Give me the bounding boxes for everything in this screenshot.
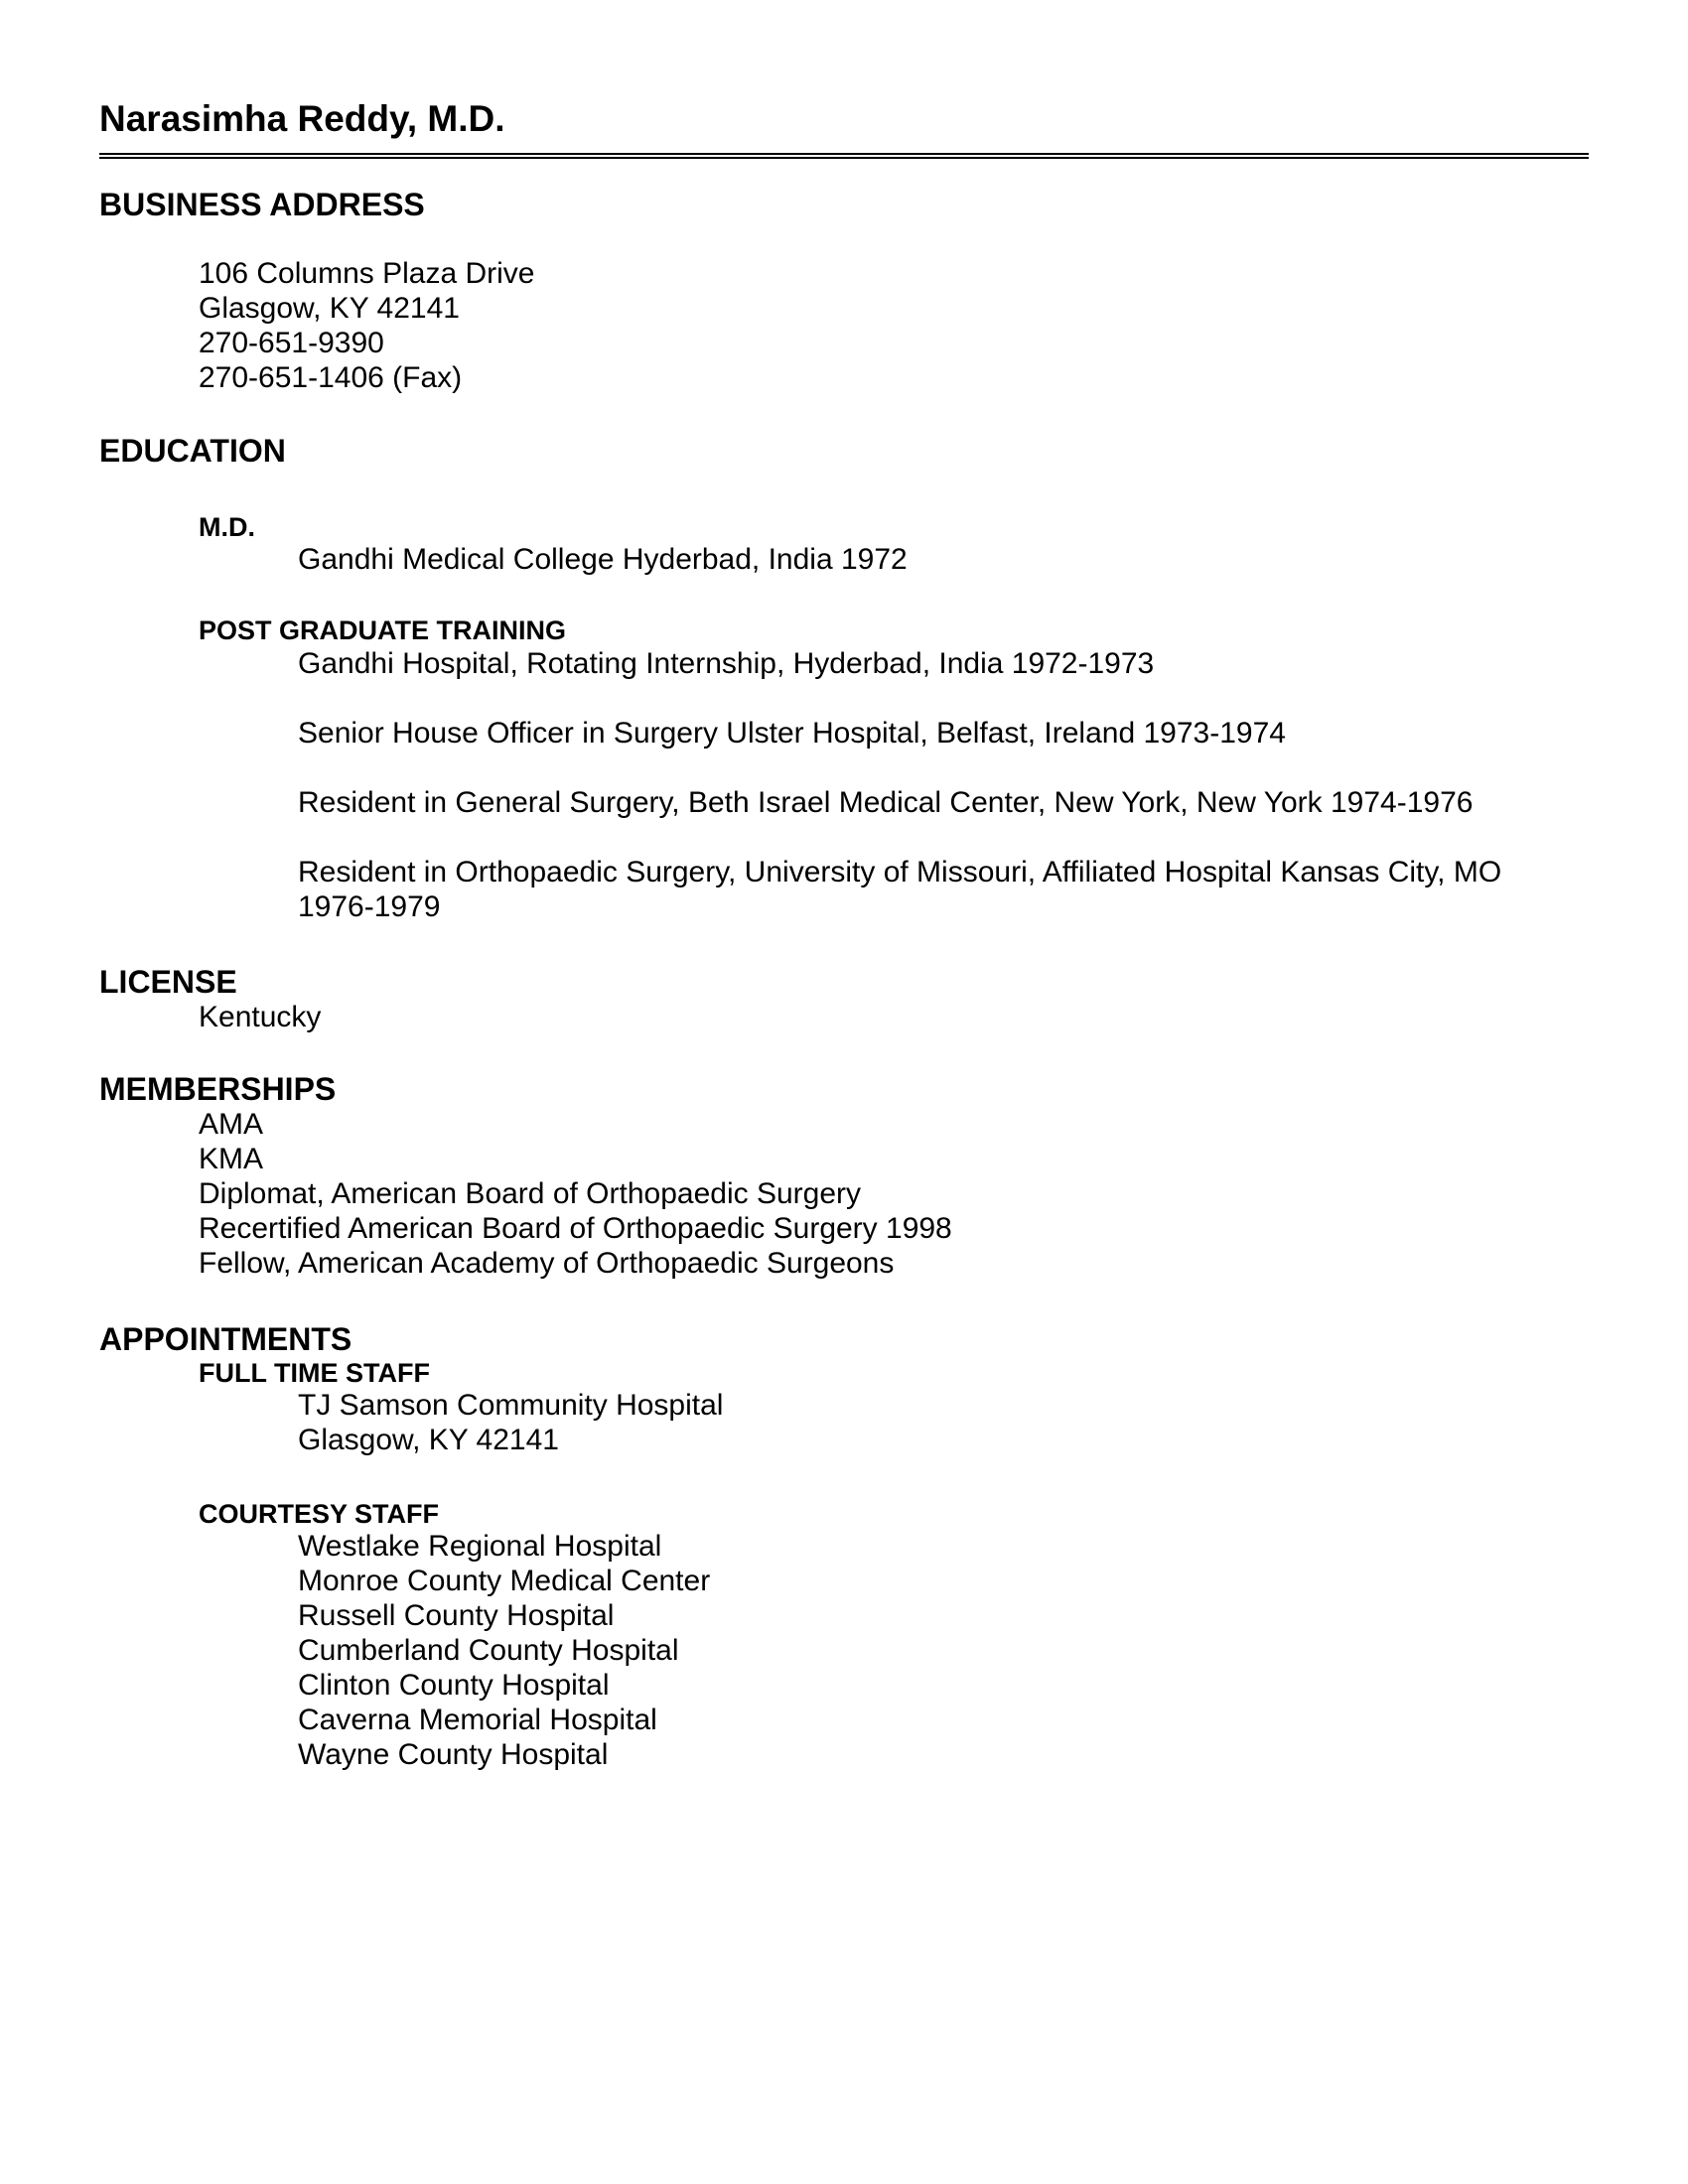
memberships-heading: MEMBERSHIPS bbox=[99, 1071, 337, 1107]
courtesy-staff-label: COURTESY STAFF bbox=[199, 1499, 440, 1529]
courtesy-hospital: Caverna Memorial Hospital bbox=[298, 1704, 657, 1736]
full-time-staff-label: FULL TIME STAFF bbox=[199, 1358, 430, 1388]
training-entry: Resident in General Surgery, Beth Israel Medical Center, New York, New York 1974-1976 bbox=[298, 786, 1474, 819]
courtesy-hospital: Wayne County Hospital bbox=[298, 1738, 609, 1771]
full-time-hospital: TJ Samson Community Hospital bbox=[298, 1389, 724, 1422]
address-phone: 270-651-9390 bbox=[199, 327, 384, 359]
business-address-block bbox=[199, 256, 534, 395]
address-street: 106 Columns Plaza Drive bbox=[199, 257, 535, 290]
training-entry-years: 1976-1979 bbox=[298, 890, 441, 923]
courtesy-hospital: Westlake Regional Hospital bbox=[298, 1530, 662, 1563]
address-city: Glasgow, KY 42141 bbox=[199, 292, 460, 325]
license-value: Kentucky bbox=[199, 1001, 322, 1033]
courtesy-hospital: Monroe County Medical Center bbox=[298, 1565, 711, 1597]
address-fax: 270-651-1406 (Fax) bbox=[199, 361, 463, 394]
membership-item: Fellow, American Academy of Orthopaedic Surgeons bbox=[199, 1247, 895, 1280]
courtesy-hospital: Clinton County Hospital bbox=[298, 1669, 610, 1702]
membership-item: KMA bbox=[199, 1143, 264, 1175]
membership-item: AMA bbox=[199, 1108, 264, 1141]
full-time-staff-block bbox=[298, 1388, 723, 1457]
license-heading: LICENSE bbox=[99, 964, 237, 1000]
md-entry: Gandhi Medical College Hyderbad, India 1972 bbox=[298, 543, 908, 576]
membership-item: Diplomat, American Board of Orthopaedic Surgery bbox=[199, 1177, 861, 1210]
memberships-list bbox=[199, 1107, 952, 1281]
full-time-location: Glasgow, KY 42141 bbox=[298, 1424, 559, 1456]
courtesy-hospital: Cumberland County Hospital bbox=[298, 1634, 679, 1667]
appointments-heading: APPOINTMENTS bbox=[99, 1321, 352, 1357]
training-entry: Gandhi Hospital, Rotating Internship, Hyderbad, India 1972-1973 bbox=[298, 647, 1155, 680]
courtesy-staff-list bbox=[298, 1529, 710, 1772]
training-entry: Senior House Officer in Surgery Ulster Hospital, Belfast, Ireland 1973-1974 bbox=[298, 717, 1286, 750]
page-title: Narasimha Reddy, M.D. bbox=[99, 98, 505, 139]
courtesy-hospital: Russell County Hospital bbox=[298, 1599, 615, 1632]
title-double-rule bbox=[99, 153, 1589, 159]
education-heading: EDUCATION bbox=[99, 433, 286, 469]
post-graduate-label: POST GRADUATE TRAINING bbox=[199, 615, 566, 645]
md-label: M.D. bbox=[199, 512, 255, 542]
training-entry: Resident in Orthopaedic Surgery, University of Missouri, Affiliated Hospital Kansas City, MO bbox=[298, 856, 1502, 888]
business-address-heading: BUSINESS ADDRESS bbox=[99, 187, 425, 222]
membership-item: Recertified American Board of Orthopaedic Surgery 1998 bbox=[199, 1212, 952, 1245]
